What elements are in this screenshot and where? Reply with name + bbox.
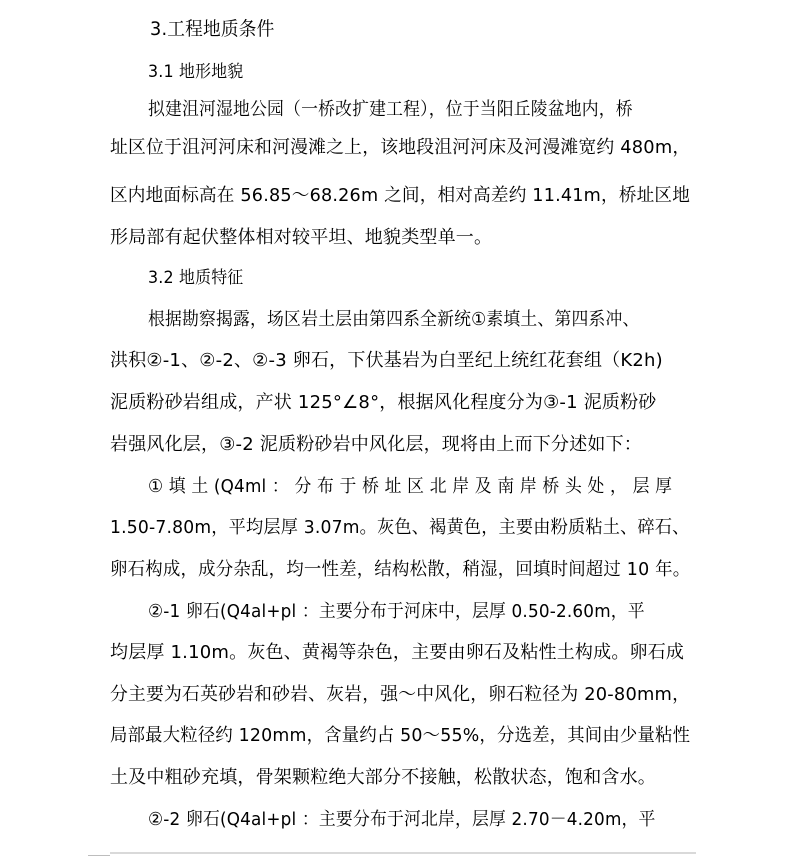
paragraph-line: 泥质粉砂岩组成，产状 125°∠8°，根据风化程度分为③-1 泥质粉砂 bbox=[110, 392, 657, 413]
paragraph-line: 形局部有起伏整体相对较平坦、地貌类型单一。 bbox=[110, 227, 493, 248]
paragraph-line: 拟建沮河湿地公园（一桥改扩建工程），位于当阳丘陵盆地内，桥 bbox=[148, 99, 633, 120]
paragraph-line: 分主要为石英砂岩和砂岩、灰岩，强～中风化，卵石粒径为 20-80mm， bbox=[110, 684, 691, 705]
subsection-title-terrain: 3.1 地形地貌 bbox=[148, 62, 244, 82]
paragraph-line: 区内地面标高在 56.85～68.26m 之间，相对高差约 11.41m，桥址区地 bbox=[110, 185, 691, 206]
paragraph-line: 均层厚 1.10m。灰色、黄褐等杂色，主要由卵石及粘性土构成。卵石成 bbox=[110, 642, 685, 663]
paragraph-line: 土及中粗砂充填，骨架颗粒绝大部分不接触，松散状态，饱和含水。 bbox=[110, 767, 656, 788]
paragraph-line: 洪积②-1、②-2、②-3 卵石，下伏基岩为白垩纪上统红花套组（K2h) bbox=[110, 350, 663, 371]
paragraph-line: ②-1 卵石(Q4al+pl ：主要分布于河床中，层厚 0.50-2.60m，平 bbox=[148, 601, 645, 622]
margin-marker bbox=[88, 855, 110, 856]
page-bottom-edge bbox=[110, 852, 696, 854]
paragraph-line: 岩强风化层，③-2 泥质粉砂岩中风化层，现将由上而下分述如下： bbox=[110, 434, 643, 455]
paragraph-line: 根据勘察揭露，场区岩土层由第四系全新统①素填土、第四系冲、 bbox=[148, 309, 640, 330]
subsection-title-geology: 3.2 地质特征 bbox=[148, 268, 244, 288]
section-title: 3.工程地质条件 bbox=[150, 18, 275, 40]
paragraph-line: 卵石构成，成分杂乱，均一性差，结构松散，稍湿，回填时间超过 10 年。 bbox=[110, 559, 691, 580]
paragraph-line: ① 填 土 (Q4ml ： 分 布 于 桥 址 区 北 岸 及 南 岸 桥 头 处 ， 层 厚 bbox=[148, 476, 673, 497]
paragraph-line: 址区位于沮河河床和河漫滩之上，该地段沮河河床及河漫滩宽约 480m， bbox=[110, 137, 691, 158]
paragraph-line: ②-2 卵石(Q4al+pl ：主要分布于河北岸，层厚 2.70－4.20m，平 bbox=[148, 809, 656, 830]
paragraph-line: 1.50-7.80m，平均层厚 3.07m。灰色、褐黄色，主要由粉质粘土、碎石、 bbox=[110, 517, 690, 538]
paragraph-line: 局部最大粒径约 120mm，含量约占 50～55%，分选差，其间由少量粘性 bbox=[110, 725, 691, 746]
